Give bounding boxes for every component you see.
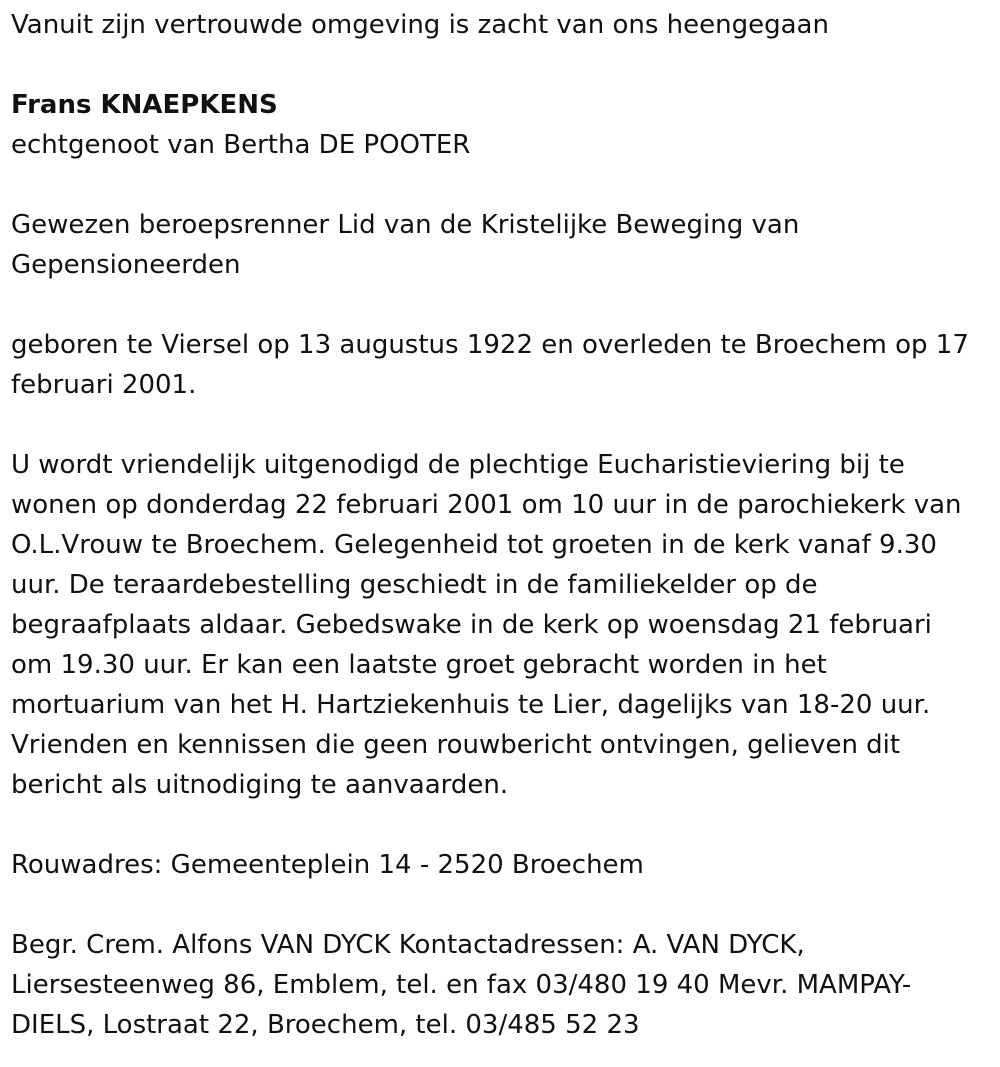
spacer xyxy=(11,165,986,205)
invitation-line: Vrienden en kennissen die geen rouwbericht ontvingen, gelieven dit xyxy=(11,730,901,760)
spouse-text: echtgenoot van Bertha DE POOTER xyxy=(11,130,471,160)
spacer xyxy=(11,45,986,85)
occupation-line: Gewezen beroepsrenner Lid van de Kristelijke Beweging van xyxy=(11,210,800,240)
invitation-line: bericht als uitnodiging te aanvaarden. xyxy=(11,770,509,800)
contact-paragraph xyxy=(11,925,986,1045)
contact-line: Liersesteenweg 86, Emblem, tel. en fax 03/480 19 40 Mevr. MAMPAY- xyxy=(11,970,912,1000)
invitation-line: U wordt vriendelijk uitgenodigd de plechtige Eucharistieviering bij te xyxy=(11,450,905,480)
birth-death-paragraph xyxy=(11,325,986,405)
contact-line: DIELS, Lostraat 22, Broechem, tel. 03/485 52 23 xyxy=(11,1010,640,1040)
invitation-line: begraafplaats aldaar. Gebedswake in de kerk op woensdag 21 februari xyxy=(11,610,932,640)
spacer xyxy=(11,805,986,845)
birth-death-line: geboren te Viersel op 13 augustus 1922 en overleden te Broechem op 17 xyxy=(11,330,969,360)
invitation-line: O.L.Vrouw te Broechem. Gelegenheid tot groeten in de kerk vanaf 9.30 xyxy=(11,530,937,560)
invitation-line: uur. De teraardebestelling geschiedt in de familiekelder op de xyxy=(11,570,818,600)
invitation-paragraph xyxy=(11,445,986,805)
intro-text: Vanuit zijn vertrouwde omgeving is zacht van ons heengegaan xyxy=(11,10,829,40)
invitation-line: om 19.30 uur. Er kan een laatste groet gebracht worden in het xyxy=(11,650,827,680)
occupation-paragraph xyxy=(11,205,986,285)
invitation-line: mortuarium van het H. Hartziekenhuis te Lier, dagelijks van 18-20 uur. xyxy=(11,690,931,720)
occupation-line: Gepensioneerden xyxy=(11,250,241,280)
invitation-line: wonen op donderdag 22 februari 2001 om 10 uur in de parochiekerk van xyxy=(11,490,962,520)
spacer xyxy=(11,285,986,325)
obituary-notice xyxy=(11,5,986,1045)
birth-death-line: februari 2001. xyxy=(11,370,197,400)
spacer xyxy=(11,885,986,925)
contact-line: Begr. Crem. Alfons VAN DYCK Kontactadressen: A. VAN DYCK, xyxy=(11,930,805,960)
spacer xyxy=(11,405,986,445)
deceased-name: Frans KNAEPKENS xyxy=(11,90,278,120)
mourning-address: Rouwadres: Gemeenteplein 14 - 2520 Broechem xyxy=(11,850,644,880)
